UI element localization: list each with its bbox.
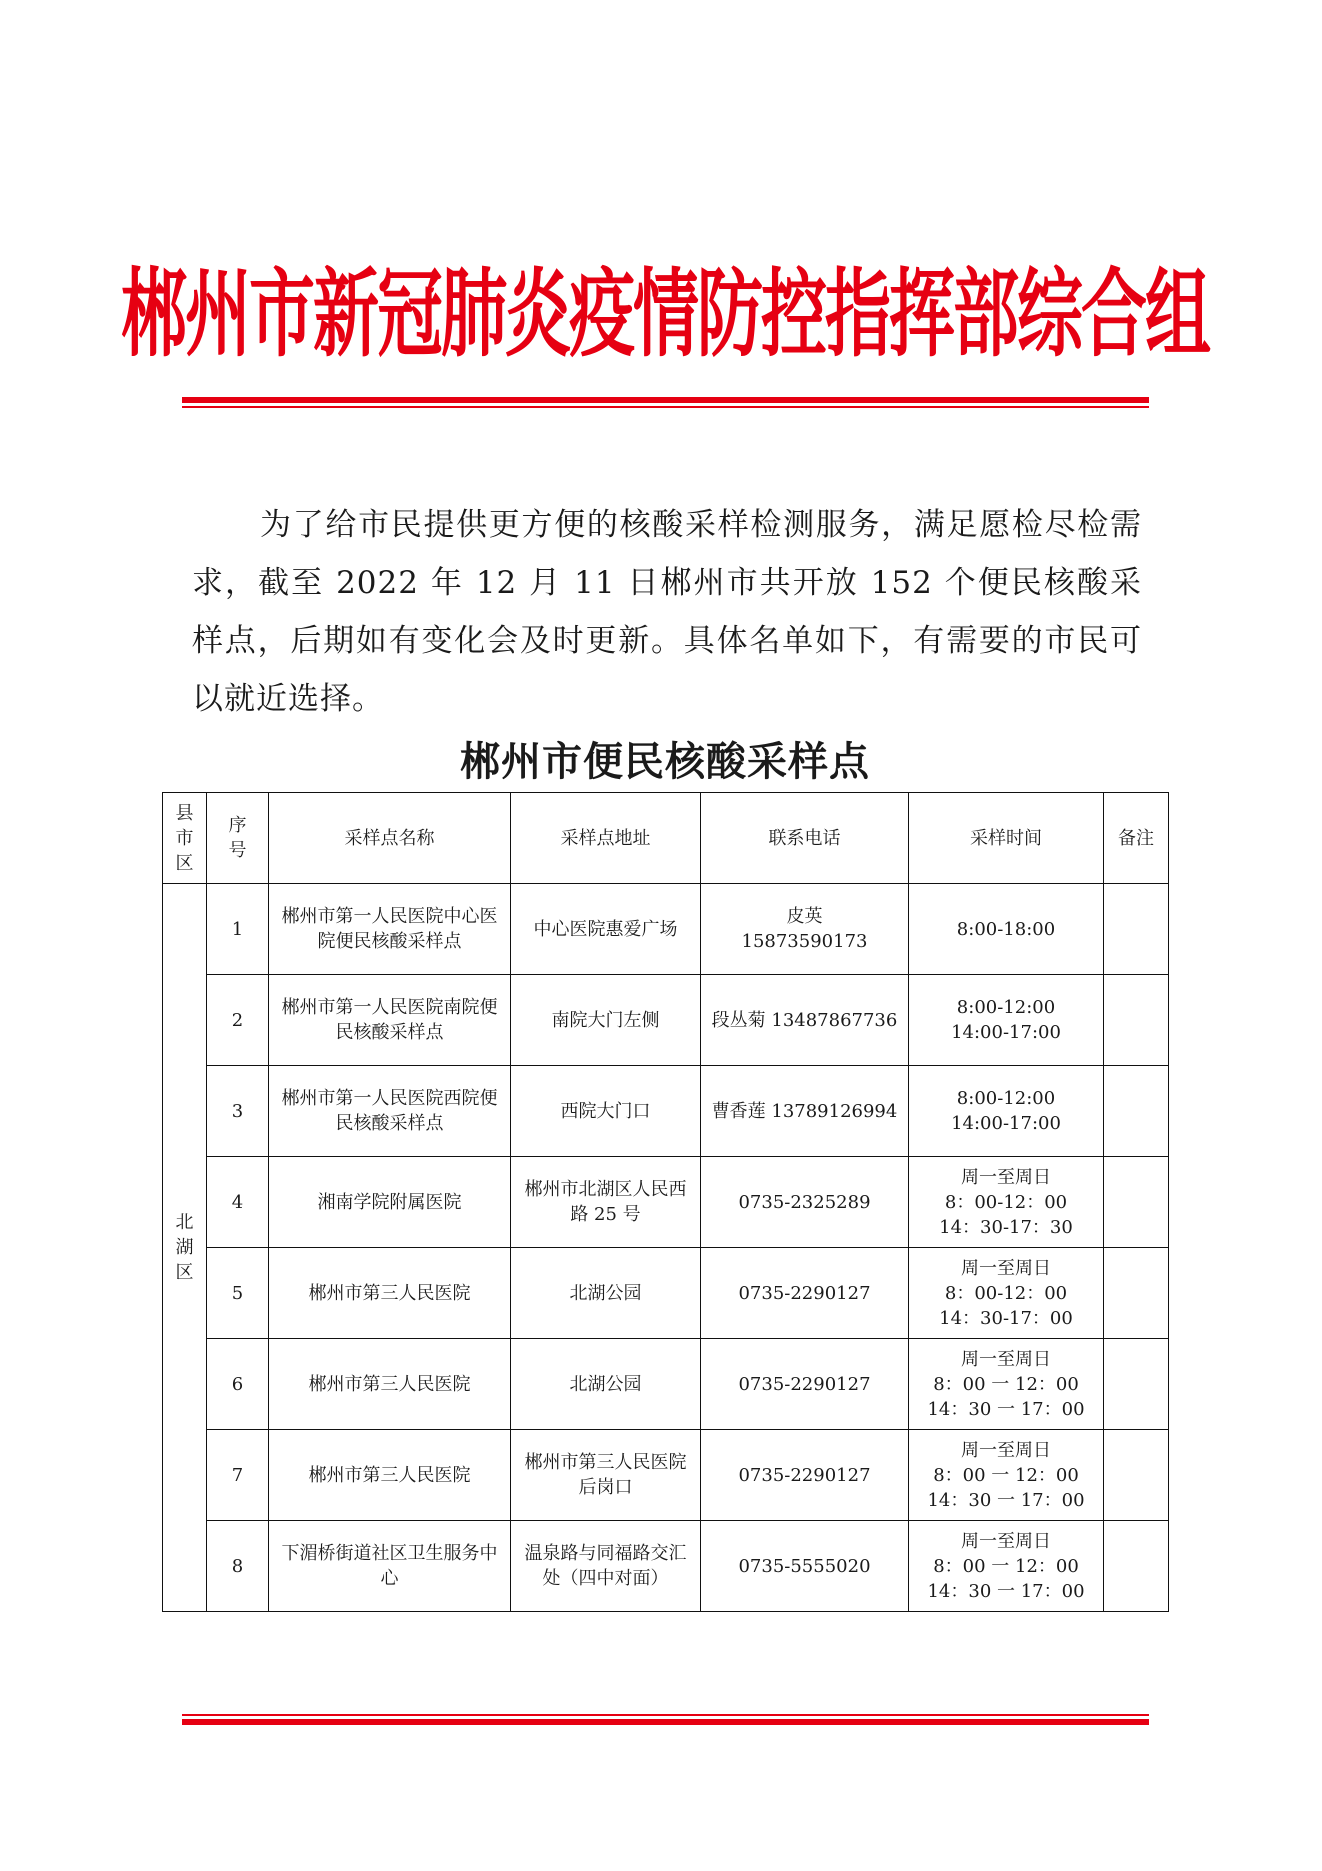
cell-note <box>1104 884 1169 975</box>
cell-phone: 0735-2290127 <box>701 1248 909 1339</box>
cell-phone: 段丛菊 13487867736 <box>701 975 909 1066</box>
cell-seq: 1 <box>207 884 269 975</box>
header-name: 采样点名称 <box>269 793 511 884</box>
cell-time: 周一至周日 8：00 一 12：00 14：30 一 17：00 <box>909 1339 1104 1430</box>
cell-name: 下湄桥街道社区卫生服务中心 <box>269 1521 511 1612</box>
table-row <box>163 1339 1169 1430</box>
header-district: 县市区 <box>163 793 207 884</box>
header-seq: 序号 <box>207 793 269 884</box>
cell-time: 周一至周日 8：00 一 12：00 14：30 一 17：00 <box>909 1430 1104 1521</box>
org-header-title: 郴州市新冠肺炎疫情防控指挥部综合组 <box>121 256 1209 370</box>
cell-seq: 6 <box>207 1339 269 1430</box>
cell-name: 湘南学院附属医院 <box>269 1157 511 1248</box>
cell-seq: 3 <box>207 1066 269 1157</box>
footer-red-rule <box>182 1714 1149 1725</box>
cell-name: 郴州市第一人民医院南院便民核酸采样点 <box>269 975 511 1066</box>
table-row <box>163 1521 1169 1612</box>
cell-seq: 5 <box>207 1248 269 1339</box>
cell-time: 8:00-12:00 14:00-17:00 <box>909 1066 1104 1157</box>
cell-phone: 皮英 15873590173 <box>701 884 909 975</box>
cell-name: 郴州市第三人民医院 <box>269 1248 511 1339</box>
cell-note <box>1104 1339 1169 1430</box>
intro-paragraph: 为了给市民提供更方便的核酸采样检测服务，满足愿检尽检需求，截至 2022 年 12 月 11 日郴州市共开放 152 个便民核酸采样点，后期如有变化会及时更新。具体名单如下，有需要的市民可以就近选择。 <box>192 507 1142 717</box>
cell-time: 8:00-18:00 <box>909 884 1104 975</box>
cell-address: 温泉路与同福路交汇处（四中对面） <box>511 1521 701 1612</box>
cell-time: 8:00-12:00 14:00-17:00 <box>909 975 1104 1066</box>
sampling-sites-table <box>162 792 1169 1612</box>
cell-phone: 曹香莲 13789126994 <box>701 1066 909 1157</box>
cell-address: 南院大门左侧 <box>511 975 701 1066</box>
header-red-rule <box>182 397 1149 408</box>
table-row <box>163 884 1169 975</box>
cell-address: 郴州市第三人民医院后岗口 <box>511 1430 701 1521</box>
table-row <box>163 1430 1169 1521</box>
cell-address: 郴州市北湖区人民西路 25 号 <box>511 1157 701 1248</box>
table-row <box>163 1066 1169 1157</box>
cell-time: 周一至周日 8：00-12：00 14：30-17：30 <box>909 1157 1104 1248</box>
district-cell: 北湖区 <box>163 884 207 1612</box>
cell-name: 郴州市第一人民医院中心医院便民核酸采样点 <box>269 884 511 975</box>
cell-phone: 0735-2290127 <box>701 1339 909 1430</box>
table-row <box>163 1157 1169 1248</box>
cell-name: 郴州市第一人民医院西院便民核酸采样点 <box>269 1066 511 1157</box>
header-time: 采样时间 <box>909 793 1104 884</box>
cell-phone: 0735-2290127 <box>701 1430 909 1521</box>
cell-name: 郴州市第三人民医院 <box>269 1430 511 1521</box>
header-note: 备注 <box>1104 793 1169 884</box>
cell-address: 西院大门口 <box>511 1066 701 1157</box>
table-title: 郴州市便民核酸采样点 <box>460 738 870 785</box>
cell-name: 郴州市第三人民医院 <box>269 1339 511 1430</box>
cell-address: 北湖公园 <box>511 1339 701 1430</box>
cell-time: 周一至周日 8：00 一 12：00 14：30 一 17：00 <box>909 1521 1104 1612</box>
header-address: 采样点地址 <box>511 793 701 884</box>
header-phone: 联系电话 <box>701 793 909 884</box>
cell-note <box>1104 1521 1169 1612</box>
cell-seq: 4 <box>207 1157 269 1248</box>
cell-seq: 2 <box>207 975 269 1066</box>
cell-note <box>1104 1430 1169 1521</box>
cell-phone: 0735-2325289 <box>701 1157 909 1248</box>
cell-note <box>1104 1157 1169 1248</box>
cell-note <box>1104 1066 1169 1157</box>
cell-note <box>1104 975 1169 1066</box>
cell-note <box>1104 1248 1169 1339</box>
cell-phone: 0735-5555020 <box>701 1521 909 1612</box>
table-row <box>163 975 1169 1066</box>
cell-address: 北湖公园 <box>511 1248 701 1339</box>
cell-seq: 7 <box>207 1430 269 1521</box>
cell-seq: 8 <box>207 1521 269 1612</box>
table-row <box>163 1248 1169 1339</box>
cell-address: 中心医院惠爱广场 <box>511 884 701 975</box>
table-header-row <box>163 793 1169 884</box>
cell-time: 周一至周日 8：00-12：00 14：30-17：00 <box>909 1248 1104 1339</box>
